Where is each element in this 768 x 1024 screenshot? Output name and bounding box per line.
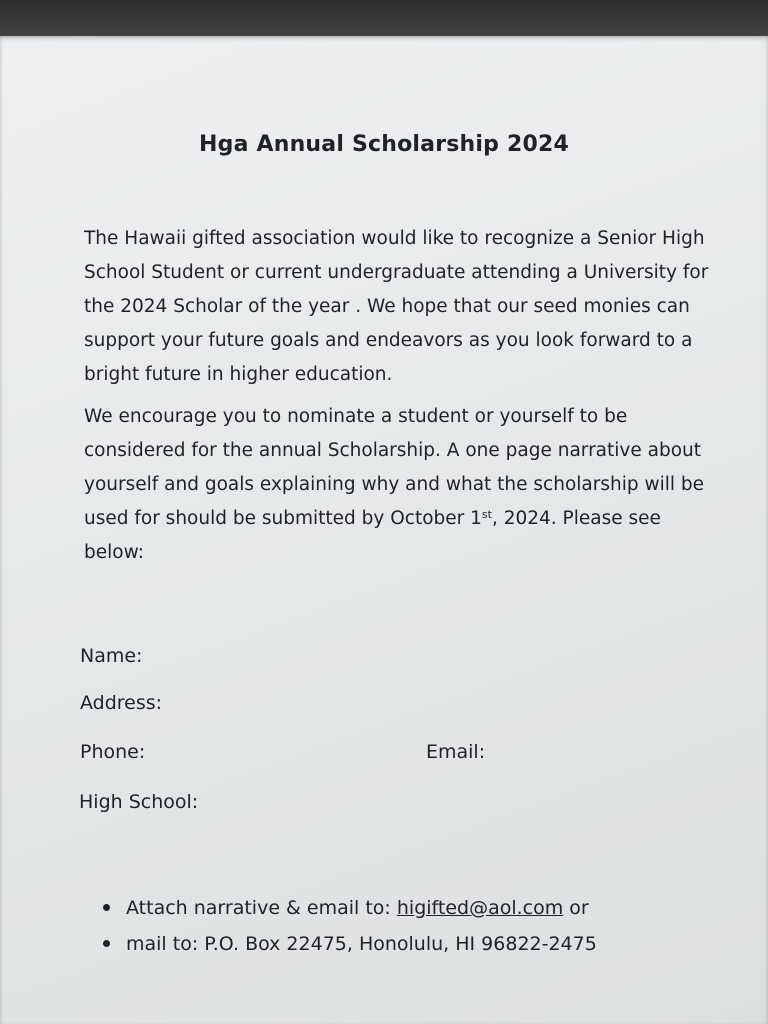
address-field-label: Address: — [80, 692, 163, 714]
list-item-mail — [100, 926, 597, 962]
table-surface — [0, 0, 768, 40]
email-instruction-suffix: or — [563, 897, 589, 919]
bullet-icon — [103, 904, 110, 911]
paper-sheet — [0, 36, 768, 1024]
name-field-label: Name: — [80, 645, 143, 667]
bullet-icon — [103, 940, 110, 947]
intro-paragraph: The Hawaii gifted association would like to recognize a Senior High School Student or current undergraduate attending a University for the 2024 Scholar of the year . We hope that our seed monies can support your future goals and endeavors as you look forward to a bright future in higher education. — [84, 228, 709, 385]
mail-instruction: mail to: P.O. Box 22475, Honolulu, HI 96822-2475 — [126, 933, 597, 955]
instructions-text: We encourage you to nominate a student or yourself to be considered for the annual Scholarship. A one page narrative about yourself and goals explaining why and what the scholarship will be used for should be submitted by October 1 — [84, 406, 705, 529]
date-ordinal-suffix: st — [481, 508, 492, 521]
email-link[interactable]: higifted@aol.com — [396, 897, 564, 919]
list-item-email — [100, 890, 597, 926]
phone-field-label: Phone: — [80, 741, 146, 763]
instructions-end-text: , 2024. Please see below: — [84, 508, 661, 563]
instructions-paragraph — [84, 400, 724, 570]
submission-instructions-list — [100, 890, 597, 962]
document-title: Hga Annual Scholarship 2024 — [199, 132, 569, 157]
high-school-field-label: High School: — [79, 791, 199, 813]
email-instruction-prefix: Attach narrative & email to: — [126, 897, 397, 919]
email-field-label: Email: — [426, 741, 486, 763]
